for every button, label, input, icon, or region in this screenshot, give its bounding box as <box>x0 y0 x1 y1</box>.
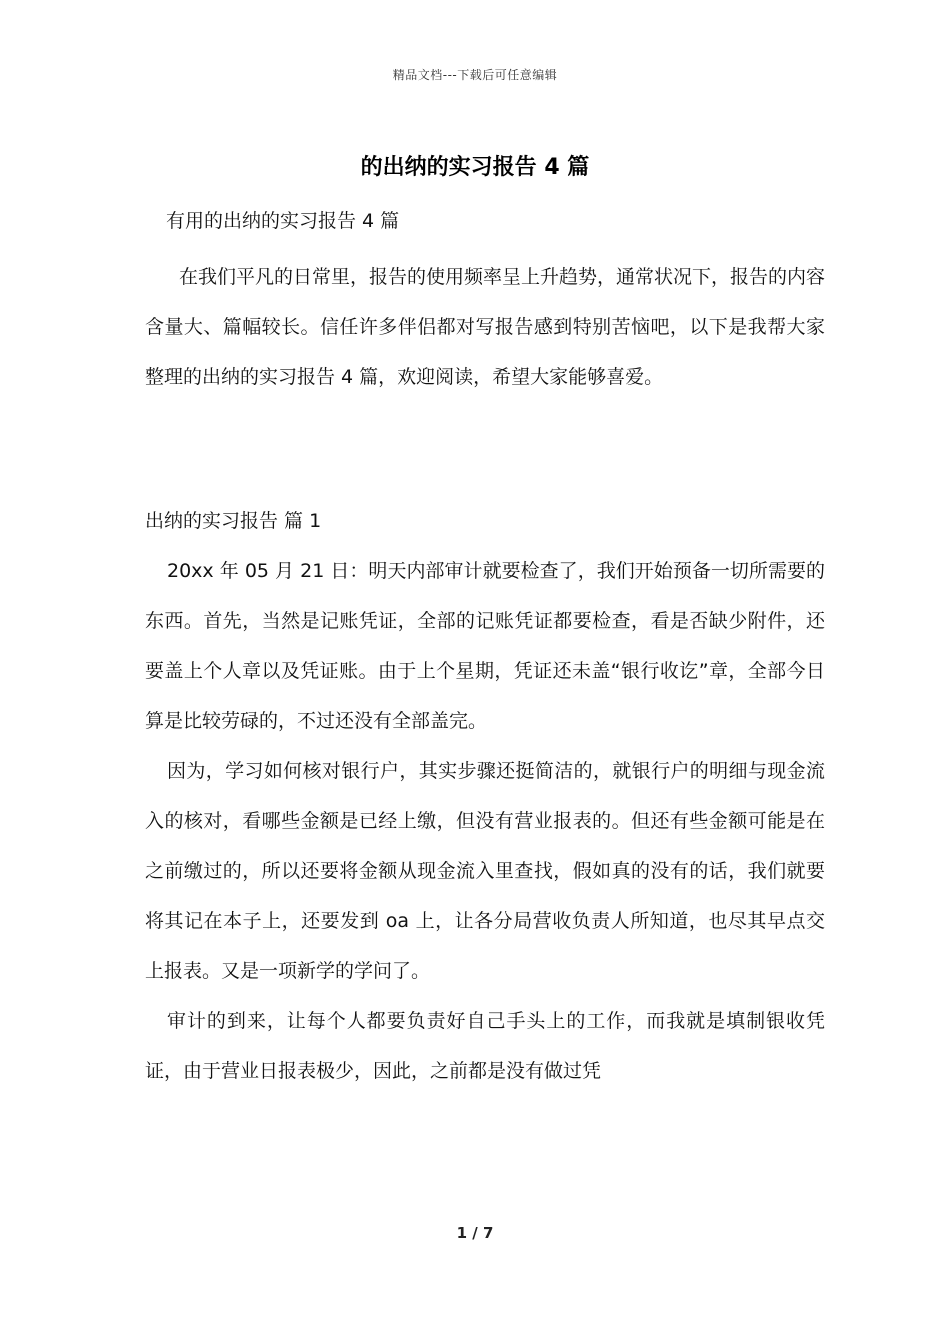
document-subtitle: 有用的出纳的实习报告 4 篇 <box>166 210 400 232</box>
intro-section <box>145 252 825 402</box>
body-paragraph: 20xx 年 05 月 21 日：明天内部审计就要检查了，我们开始预备一切所需要的东西。首先，当然是记账凭证，全部的记账凭证都要检查，看是否缺少附件，还要盖上个人章以及凭证账。由于上个星期，凭证还未盖“银行收讫”章，全部今日算是比较劳碌的，不过还没有全部盖完。 <box>145 560 825 732</box>
page-number: 1 / 7 <box>456 1224 494 1242</box>
intro-paragraph: 在我们平凡的日常里，报告的使用频率呈上升趋势，通常状况下，报告的内容含量大、篇幅较长。信任许多伴侣都对写报告感到特别苦恼吧，以下是我帮大家整理的出纳的实习报告 4 篇，欢迎阅读，希望大家能够喜爱。 <box>145 266 826 388</box>
body-paragraph: 因为，学习如何核对银行户，其实步骤还挺简洁的，就银行户的明细与现金流入的核对，看哪些金额是已经上缴，但没有营业报表的。但还有些金额可能是在之前缴过的，所以还要将金额从现金流入里查找，假如真的没有的话，我们就要将其记在本子上，还要发到 oa 上，让各分局营收负责人所知道，也尽其早点交上报表。又是一项新学的学问了。 <box>145 760 825 982</box>
section-heading: 出纳的实习报告 篇 1 <box>145 510 322 532</box>
page-header: 精品文档---下载后可任意编辑 <box>392 68 558 82</box>
body-section <box>145 546 825 1096</box>
document-title: 的出纳的实习报告 4 篇 <box>360 155 590 180</box>
body-paragraph: 审计的到来，让每个人都要负责好自己手头上的工作，而我就是填制银收凭证，由于营业日报表极少，因此，之前都是没有做过凭 <box>145 1010 825 1082</box>
